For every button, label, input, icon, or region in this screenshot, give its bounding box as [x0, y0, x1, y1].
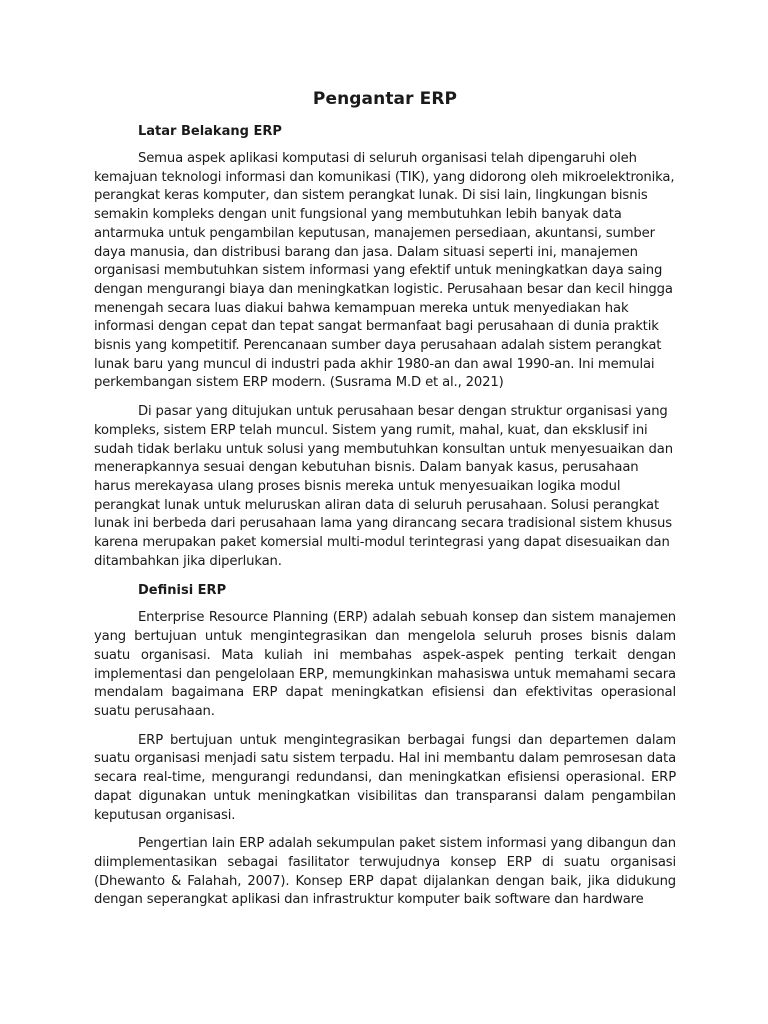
paragraph: Di pasar yang ditujukan untuk perusahaan besar dengan struktur organisasi yang kompleks, sistem ERP telah muncul. Sistem yang rumit, mahal, kuat, dan eksklusif ini sudah tidak berlaku untuk solusi yang membutuhkan konsultan untuk menyesuaikan dan menerapkannya sesuai dengan kebutuhan bisnis. Dalam banyak kasus, perusahaan harus merekayasa ulang proses bisnis mereka untuk menyesuaikan logika modul perangkat lunak untuk meluruskan aliran data di seluruh perusahaan. Solusi perangkat lunak ini berbeda dari perusahaan lama yang dirancang secara tradisional sistem khusus karena merupakan paket komersial multi-modul terintegrasi yang dapat disesuaikan dan ditambahkan jika diperlukan.	[94, 404, 673, 569]
paragraph: Semua aspek aplikasi komputasi di seluruh organisasi telah dipengaruhi oleh kemajuan teknologi informasi dan komunikasi (TIK), yang didorong oleh mikroelektronika, perangkat keras komputer, dan sistem perangkat lunak. Di sisi lain, lingkungan bisnis semakin kompleks dengan unit fungsional yang membutuhkan lebih banyak data antarmuka untuk pengambilan keputusan, manajemen persediaan, akuntansi, sumber daya manusia, dan distribusi barang dan jasa. Dalam situasi seperti ini, manajemen organisasi membutuhkan sistem informasi yang efektif untuk meningkatkan daya saing dengan mengurangi biaya dan meningkatkan logistic. Perusahaan besar dan kecil hingga menengah secara luas diakui bahwa kemampuan mereka untuk menyediakan hak informasi dengan cepat dan tepat sangat bermanfaat bagi perusahaan di dunia praktik bisnis yang kompetitif. Perencanaan sumber daya perusahaan adalah sistem perangkat lunak baru yang muncul di industri pada akhir 1980-an dan awal 1990-an. Ini memulai perkembangan sistem ERP modern. (Susrama M.D et al., 2021)	[94, 151, 675, 391]
paragraph: Pengertian lain ERP adalah sekumpulan paket sistem informasi yang dibangun dan diimplementasikan sebagai fasilitator terwujudnya konsep ERP di suatu organisasi (Dhewanto & Falahah, 2007). Konsep ERP dapat dijalankan dengan baik, jika didukung dengan seperangkat aplikasi dan infrastruktur komputer baik software dan hardware	[94, 836, 676, 908]
paragraph: ERP bertujuan untuk mengintegrasikan berbagai fungsi dan departemen dalam suatu organisasi menjadi satu sistem terpadu. Hal ini membantu dalam pemrosesan data secara real-time, mengurangi redundansi, dan meningkatkan efisiensi operasional. ERP dapat digunakan untuk meningkatkan visibilitas dan transparansi dalam pengambilan keputusan organisasi.	[94, 732, 676, 823]
document-title: Pengantar ERP	[312, 89, 458, 109]
section-latar-belakang	[94, 122, 676, 571]
document-page	[94, 86, 676, 920]
section-heading: Definisi ERP	[138, 583, 227, 599]
paragraph: Enterprise Resource Planning (ERP) adalah sebuah konsep dan sistem manajemen yang bertujuan untuk mengintegrasikan dan mengelola seluruh proses bisnis dalam suatu organisasi. Mata kuliah ini membahas aspek-aspek penting terkait dengan implementasi dan pengelolaan ERP, memungkinkan mahasiswa untuk memahami secara mendalam bagaimana ERP dapat meningkatkan efisiensi dan efektivitas operasional suatu perusahaan.	[94, 610, 676, 719]
section-heading: Latar Belakang ERP	[138, 124, 282, 139]
section-definisi	[94, 581, 676, 910]
